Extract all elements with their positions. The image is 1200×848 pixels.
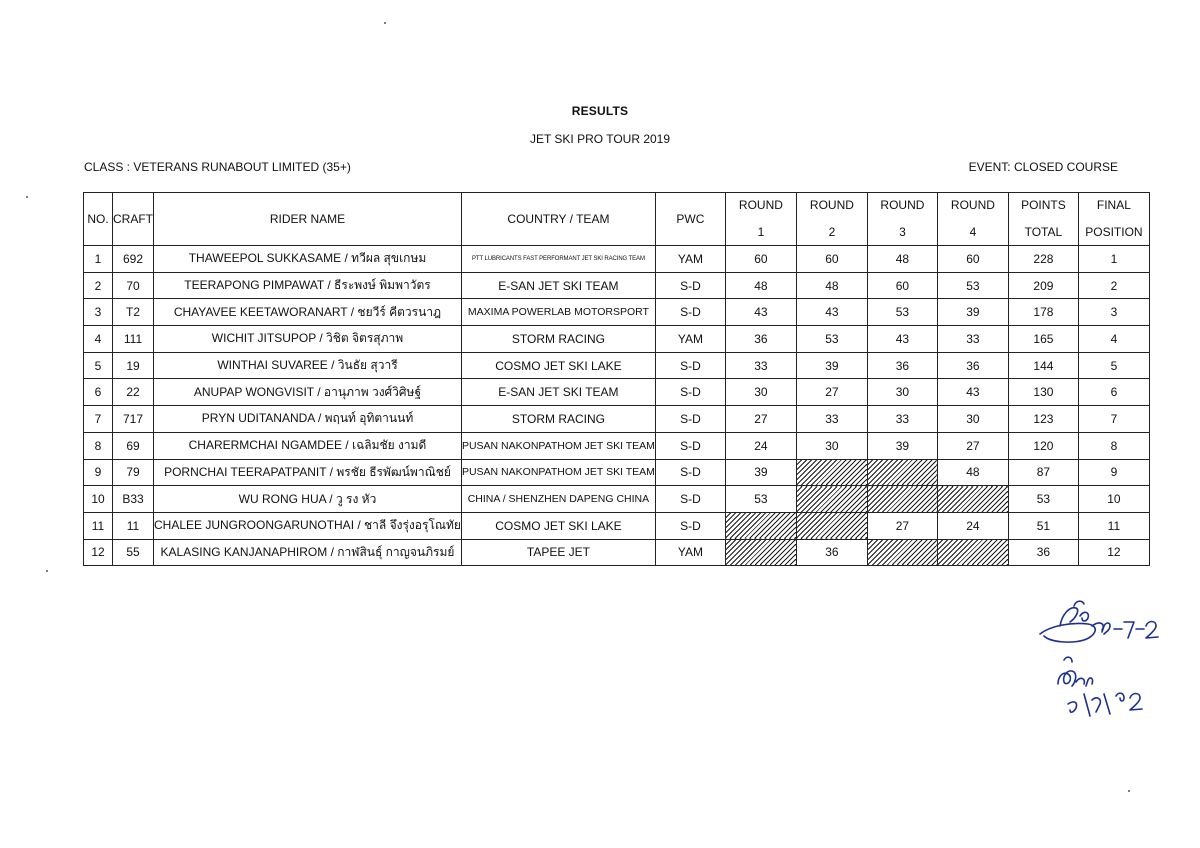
round3-label: ROUND (880, 198, 925, 212)
cell-rider: WU RONG HUA / วู รง หัว (154, 486, 462, 513)
cell-round2: 43 (796, 299, 867, 326)
table-row (84, 406, 1150, 433)
cell-final-position: 4 (1078, 326, 1149, 353)
cell-round2: 53 (796, 326, 867, 353)
cell-pwc: S-D (655, 299, 725, 326)
table-row (84, 379, 1150, 406)
scan-speck (384, 22, 386, 24)
cell-round4: 30 (937, 406, 1008, 433)
cell-pwc: S-D (655, 459, 725, 486)
cell-round2: 60 (796, 246, 867, 273)
cell-round3: 27 (867, 512, 937, 539)
cell-craft: 70 (113, 272, 154, 299)
cell-round2: 39 (796, 352, 867, 379)
cell-round1: 24 (725, 432, 796, 459)
cell-points-total: 36 (1008, 539, 1078, 566)
cell-points-total: 130 (1008, 379, 1078, 406)
cell-round4: 53 (937, 272, 1008, 299)
cell-final-position: 8 (1078, 432, 1149, 459)
cell-points-total: 123 (1008, 406, 1078, 433)
cell-points-total: 228 (1008, 246, 1078, 273)
scan-speck (1128, 790, 1130, 792)
cell-team: CHINA / SHENZHEN DAPENG CHINA (461, 486, 655, 513)
cell-final-position: 2 (1078, 272, 1149, 299)
results-title: RESULTS (571, 104, 629, 118)
cell-no: 1 (84, 246, 113, 273)
cell-round4: 27 (937, 432, 1008, 459)
round4-label: ROUND (950, 198, 995, 212)
table-row (84, 272, 1150, 299)
col-position-header (1078, 193, 1149, 246)
cell-round1: 30 (725, 379, 796, 406)
scan-speck (26, 196, 28, 198)
col-pwc-header: PWC (655, 193, 725, 246)
cell-craft: 692 (113, 246, 154, 273)
cell-craft: 111 (113, 326, 154, 353)
cell-pwc: S-D (655, 486, 725, 513)
cell-round3: 36 (867, 352, 937, 379)
cell-rider: KALASING KANJANAPHIROM / กาฬสินธุ์ กาญจนภิรมย์ (154, 539, 462, 566)
cell-round1: 53 (725, 486, 796, 513)
cell-round4: 24 (937, 512, 1008, 539)
table-row (84, 326, 1150, 353)
cell-pwc: S-D (655, 352, 725, 379)
cell-round1: 36 (725, 326, 796, 353)
position-label: POSITION (1085, 225, 1143, 239)
cell-pwc: S-D (655, 406, 725, 433)
cell-points-total: 87 (1008, 459, 1078, 486)
cell-round3: 39 (867, 432, 937, 459)
cell-round1: 48 (725, 272, 796, 299)
cell-round2: 27 (796, 379, 867, 406)
cell-round2: 33 (796, 406, 867, 433)
class-label: CLASS : VETERANS RUNABOUT LIMITED (35+) (84, 160, 351, 174)
cell-pwc: S-D (655, 512, 725, 539)
cell-no: 11 (84, 512, 113, 539)
cell-round2: 36 (796, 539, 867, 566)
cell-round3: 48 (867, 246, 937, 273)
cell-round4: 36 (937, 352, 1008, 379)
cell-no: 2 (84, 272, 113, 299)
cell-final-position: 1 (1078, 246, 1149, 273)
cell-rider: CHARERMCHAI NGAMDEE / เฉลิมชัย งามดี (154, 432, 462, 459)
cell-no: 9 (84, 459, 113, 486)
cell-round1 (725, 539, 796, 566)
cell-team: PUSAN NAKONPATHOM JET SKI TEAM (461, 459, 655, 486)
col-round4-header (937, 193, 1008, 246)
cell-round3: 60 (867, 272, 937, 299)
cell-round4: 33 (937, 326, 1008, 353)
cell-round1: 33 (725, 352, 796, 379)
cell-round1: 43 (725, 299, 796, 326)
cell-round3: 43 (867, 326, 937, 353)
cell-round3: 33 (867, 406, 937, 433)
table-row (84, 459, 1150, 486)
cell-craft: 22 (113, 379, 154, 406)
cell-round4: 48 (937, 459, 1008, 486)
table-row (84, 352, 1150, 379)
cell-points-total: 165 (1008, 326, 1078, 353)
round1-number: 1 (757, 225, 765, 239)
cell-final-position: 11 (1078, 512, 1149, 539)
cell-points-total: 144 (1008, 352, 1078, 379)
cell-round3: 53 (867, 299, 937, 326)
cell-team: E-SAN JET SKI TEAM (461, 379, 655, 406)
cell-final-position: 10 (1078, 486, 1149, 513)
cell-team: E-SAN JET SKI TEAM (461, 272, 655, 299)
col-craft-header: CRAFT (113, 193, 154, 246)
cell-round2: 30 (796, 432, 867, 459)
cell-final-position: 7 (1078, 406, 1149, 433)
round2-number: 2 (828, 225, 836, 239)
total-label: TOTAL (1024, 225, 1063, 239)
cell-no: 7 (84, 406, 113, 433)
cell-craft: 11 (113, 512, 154, 539)
cell-round1: 60 (725, 246, 796, 273)
cell-pwc: S-D (655, 272, 725, 299)
cell-points-total: 53 (1008, 486, 1078, 513)
cell-final-position: 6 (1078, 379, 1149, 406)
round3-number: 3 (899, 225, 906, 239)
cell-points-total: 209 (1008, 272, 1078, 299)
scan-speck (46, 570, 48, 572)
cell-team: MAXIMA POWERLAB MOTORSPORT (461, 299, 655, 326)
cell-rider: WINTHAI SUVAREE / วินธัย สุวารี (154, 352, 462, 379)
cell-rider: WICHIT JITSUPOP / วิชิต จิตรสุภาพ (154, 326, 462, 353)
col-points-header (1008, 193, 1078, 246)
cell-no: 10 (84, 486, 113, 513)
cell-pwc: YAM (655, 539, 725, 566)
cell-rider: ANUPAP WONGVISIT / อานุภาพ วงศ์วิศิษฐ์ (154, 379, 462, 406)
cell-round4 (937, 486, 1008, 513)
table-row (84, 432, 1150, 459)
cell-rider: TEERAPONG PIMPAWAT / ธีระพงษ์ พิมพาวัตร (154, 272, 462, 299)
final-label: FINAL (1096, 198, 1131, 212)
cell-final-position: 12 (1078, 539, 1149, 566)
results-table (83, 192, 1150, 566)
col-round3-header (867, 193, 937, 246)
col-rider-header: RIDER NAME (154, 193, 462, 246)
cell-team: COSMO JET SKI LAKE (461, 352, 655, 379)
table-row (84, 539, 1150, 566)
cell-points-total: 178 (1008, 299, 1078, 326)
cell-no: 6 (84, 379, 113, 406)
cell-round3 (867, 486, 937, 513)
cell-round2 (796, 459, 867, 486)
cell-pwc: YAM (655, 326, 725, 353)
cell-rider: PORNCHAI TEERAPATPANIT / พรชัย ธีรพัฒน์พาณิชย์ (154, 459, 462, 486)
cell-team: PUSAN NAKONPATHOM JET SKI TEAM (461, 432, 655, 459)
cell-rider: CHAYAVEE KEETAWORANART / ชยวีร์ คีตวรนาฎ (154, 299, 462, 326)
cell-team: STORM RACING (461, 406, 655, 433)
signature-2 (1050, 656, 1160, 726)
cell-round4: 43 (937, 379, 1008, 406)
col-round2-header (796, 193, 867, 246)
round2-label: ROUND (809, 198, 854, 212)
cell-team: STORM RACING (461, 326, 655, 353)
cell-team: COSMO JET SKI LAKE (461, 512, 655, 539)
cell-craft: 79 (113, 459, 154, 486)
cell-no: 5 (84, 352, 113, 379)
table-row (84, 299, 1150, 326)
event-label: EVENT: CLOSED COURSE (968, 160, 1118, 174)
cell-pwc: S-D (655, 432, 725, 459)
cell-final-position: 5 (1078, 352, 1149, 379)
cell-rider: PRYN UDITANANDA / พฤนท์ อุทิตานนท์ (154, 406, 462, 433)
col-no-header: NO. (84, 193, 113, 246)
cell-no: 3 (84, 299, 113, 326)
cell-round2: 48 (796, 272, 867, 299)
cell-final-position: 9 (1078, 459, 1149, 486)
cell-round2 (796, 486, 867, 513)
cell-team: PTT LUBRICANTS FAST PERFORMANT JET SKI RACING TEAM (461, 246, 655, 273)
cell-rider: CHALEE JUNGROONGARUNOTHAI / ชาลี จึงรุ่งอรุโณทัย (154, 512, 462, 539)
cell-round1: 39 (725, 459, 796, 486)
cell-pwc: S-D (655, 379, 725, 406)
col-round1-header (725, 193, 796, 246)
table-header-row (84, 193, 1150, 246)
cell-craft: 55 (113, 539, 154, 566)
cell-rider: THAWEEPOL SUKKASAME / ทวีผล สุขเกษม (154, 246, 462, 273)
cell-final-position: 3 (1078, 299, 1149, 326)
cell-craft: 717 (113, 406, 154, 433)
cell-craft: B33 (113, 486, 154, 513)
table-row (84, 512, 1150, 539)
cell-round4: 39 (937, 299, 1008, 326)
cell-team: TAPEE JET (461, 539, 655, 566)
points-label: POINTS (1021, 198, 1066, 212)
cell-round3 (867, 459, 937, 486)
cell-round3 (867, 539, 937, 566)
cell-points-total: 51 (1008, 512, 1078, 539)
cell-no: 12 (84, 539, 113, 566)
cell-round3: 30 (867, 379, 937, 406)
round4-number: 4 (969, 225, 977, 239)
table-row (84, 486, 1150, 513)
round1-label: ROUND (738, 198, 783, 212)
cell-craft: 69 (113, 432, 154, 459)
cell-round1 (725, 512, 796, 539)
cell-pwc: YAM (655, 246, 725, 273)
cell-round4 (937, 539, 1008, 566)
cell-no: 4 (84, 326, 113, 353)
col-team-header: COUNTRY / TEAM (461, 193, 655, 246)
results-body (84, 246, 1150, 566)
table-row (84, 246, 1150, 273)
cell-craft: T2 (113, 299, 154, 326)
event-subtitle: JET SKI PRO TOUR 2019 (529, 132, 671, 146)
cell-round1: 27 (725, 406, 796, 433)
cell-round4: 60 (937, 246, 1008, 273)
signature-1 (1030, 596, 1170, 656)
cell-round2 (796, 512, 867, 539)
cell-no: 8 (84, 432, 113, 459)
cell-craft: 19 (113, 352, 154, 379)
cell-points-total: 120 (1008, 432, 1078, 459)
